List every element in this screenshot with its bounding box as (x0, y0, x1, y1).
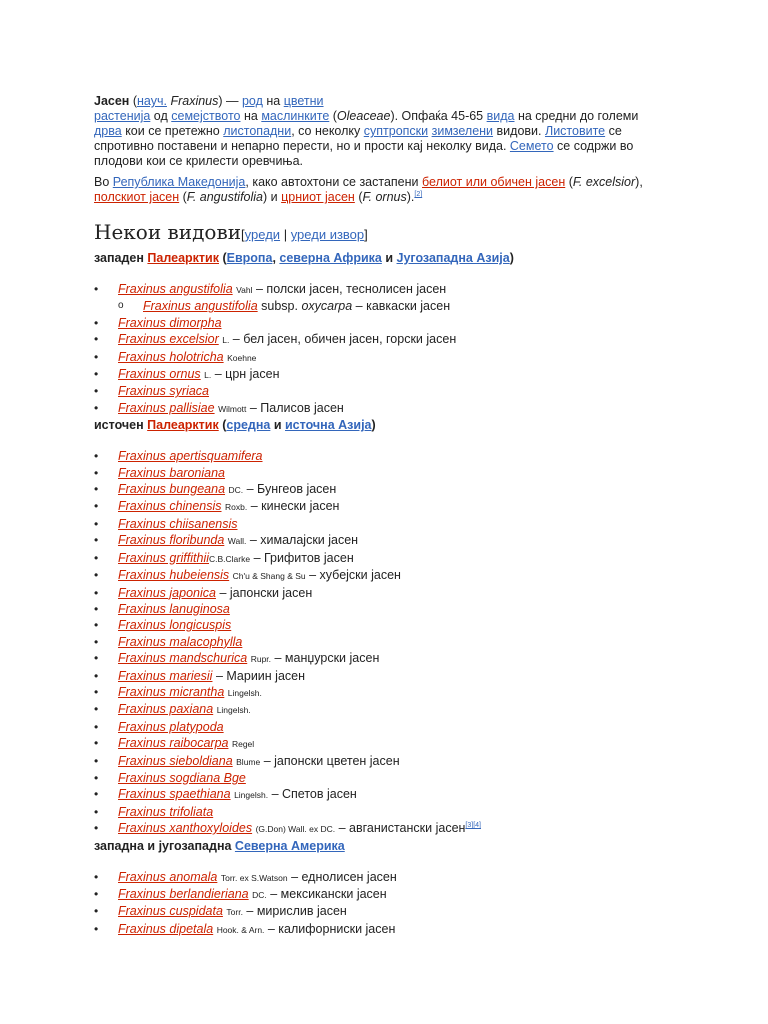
region-link[interactable]: источна Азија (285, 418, 372, 433)
species-link[interactable]: Fraxinus pallisiae (118, 400, 215, 415)
species-item (94, 349, 654, 366)
species-authority: Lingelsh. (227, 687, 262, 698)
region-link[interactable]: Југозападна Азија (396, 251, 510, 265)
species-item: • Fraxinus berlandieriana DC. – мексикански јасен (94, 886, 654, 903)
species-link[interactable]: Fraxinus angustifolia (143, 299, 258, 314)
species-item: • Fraxinus xanthoxyloides (G.Don) Wall. ex DC. – авганистански јасен[3][4] (94, 820, 654, 837)
region-link[interactable]: северна Африка (279, 251, 382, 265)
species-link[interactable]: Fraxinus griffithii (118, 550, 209, 565)
species-link[interactable]: Fraxinus lanuginosa (118, 601, 230, 616)
species-item (94, 684, 654, 701)
macedonia-paragraph: Во Република Македонија, како автохтони се застапени белиот или обичен јасен (F. excelsior), полскиот јасен (F. angustifolia) и црниот јасен (F. ornus).[2] (94, 175, 643, 204)
species-item (94, 448, 654, 464)
link-listovite[interactable]: Листовите (544, 124, 606, 138)
link-semejstvo[interactable]: семејството (171, 109, 241, 123)
region-heading: западна и југозападна Северна Америка (94, 838, 345, 853)
species-item (94, 617, 654, 633)
species-item (94, 634, 654, 650)
species-link[interactable]: Fraxinus bungeana (118, 482, 226, 497)
species-item: • Fraxinus mariesii – Мариин јасен (94, 668, 654, 684)
species-link[interactable]: Fraxinus spaethiana (118, 787, 231, 802)
species-item (94, 804, 654, 820)
link-suptropski[interactable]: суптропски (363, 124, 429, 138)
species-authority: DC. (252, 890, 267, 900)
region-heading: западен Палеарктик (Европа, северна Африка и Југозападна Азија) (94, 251, 514, 265)
region-link[interactable]: Северна Америка (234, 838, 345, 853)
species-item (94, 770, 654, 786)
species-link[interactable]: Fraxinus malacophylla (118, 634, 243, 649)
species-link[interactable]: Fraxinus paxiana (118, 702, 214, 717)
link-rod[interactable]: род (241, 94, 263, 108)
species-link[interactable]: Fraxinus sogdiana Bge (118, 770, 246, 785)
species-authority: (G.Don) Wall. ex DC. (255, 824, 336, 835)
species-item: • Fraxinus dipetala Hook. & Arn. – калифорниски јасен (94, 921, 654, 938)
ref-2[interactable]: [2] (414, 190, 423, 198)
species-item (94, 383, 654, 399)
region-link-main[interactable]: Палеарктик (147, 418, 219, 433)
article-body (94, 94, 654, 938)
link-listopadni[interactable]: листопадни (223, 124, 292, 138)
species-authority: Vahl (236, 285, 253, 295)
link-crniot[interactable]: црниот јасен (281, 190, 355, 204)
species-ref[interactable]: [3][4] (465, 822, 481, 830)
region-heading: источен Палеарктик (средна и источна Азија) (94, 418, 376, 433)
species-authority: Rupr. (250, 654, 272, 665)
species-authority: Roxb. (225, 502, 248, 513)
link-cvetni[interactable]: цветни (283, 94, 324, 108)
species-link[interactable]: Fraxinus hubeiensis (118, 568, 230, 583)
subspecies-name: oxycarpa (301, 299, 353, 314)
species-item: • Fraxinus bungeana DC. – Бунгеов јасен (94, 481, 654, 498)
species-item: • Fraxinus griffithiiC.B.Clarke – Грифитов јасен (94, 550, 654, 567)
species-link[interactable]: Fraxinus longicuspis (118, 618, 232, 633)
species-link[interactable]: Fraxinus excelsior (118, 332, 219, 347)
species-item (94, 719, 654, 735)
species-link[interactable]: Fraxinus angustifolia (118, 282, 233, 296)
intro-paragraph: Јасен (науч. Fraxinus) — род на цветни растенија од семејството на маслинките (Oleaceae). Опфаќа 45-65 вида на средни до големи дрва кои се претежно листопадни, со неколку суптропски зимзелени видови. Листовите се спротивно поставени и непарно перести, но и прости кај неколку вида. Семето се содржи во плодови кои се крилести оревчиња. (94, 94, 639, 168)
species-list (94, 281, 654, 417)
species-link[interactable]: Fraxinus chiisanensis (118, 516, 238, 531)
species-authority: L. (204, 370, 212, 381)
species-authority: Wilmott (218, 403, 247, 414)
species-item: • Fraxinus hubeiensis Ch'u & Shang & Su – хубејски јасен (94, 567, 654, 584)
section-heading: Некои видови[уреди | уреди извор] (94, 220, 368, 244)
edit-source-link[interactable]: уреди извор (290, 227, 365, 242)
species-authority: Koehne (227, 352, 257, 363)
species-link[interactable]: Fraxinus xanthoxyloides (118, 821, 253, 836)
link-abbr[interactable]: науч. (137, 94, 167, 108)
species-authority: Blume (236, 756, 261, 767)
species-item (94, 701, 654, 718)
species-item: • Fraxinus chinensis Roxb. – кинески јасен (94, 498, 654, 515)
species-link[interactable]: Fraxinus syriaca (118, 384, 209, 399)
region-link[interactable]: средна (226, 418, 271, 433)
species-link[interactable]: Fraxinus baroniana (118, 465, 226, 480)
species-link[interactable]: Fraxinus dipetala (118, 921, 214, 936)
species-list (94, 448, 654, 837)
species-item: • Fraxinus ornus L. – црн јасен (94, 366, 654, 383)
species-item: • Fraxinus cuspidata Torr. – мирислив јасен (94, 903, 654, 920)
species-link[interactable]: Fraxinus anomala (118, 869, 218, 884)
link-polskiot[interactable]: полскиот јасен (94, 190, 180, 204)
region-link-main[interactable]: Палеарктик (147, 251, 219, 265)
species-item: • Fraxinus mandschurica Rupr. – манџурски јасен (94, 650, 654, 667)
link-semeto[interactable]: Семето (509, 139, 554, 153)
link-zimzeleni[interactable]: зимзелени (431, 124, 494, 138)
species-link[interactable]: Fraxinus holotricha (118, 349, 224, 364)
species-regions (94, 250, 654, 938)
link-drva[interactable]: дрва (94, 124, 122, 138)
species-link[interactable]: Fraxinus dimorpha (118, 315, 222, 330)
species-item (94, 516, 654, 532)
species-item: • Fraxinus floribunda Wall. – хималајски јасен (94, 532, 654, 549)
species-item: • Fraxinus angustifolia Vahl – полски јасен, теснолисен јасен (94, 281, 654, 298)
link-vida[interactable]: вида (486, 109, 515, 123)
species-link[interactable]: Fraxinus micrantha (118, 684, 225, 699)
species-link[interactable]: Fraxinus mandschurica (118, 651, 248, 666)
species-item (94, 735, 654, 752)
species-authority: DC. (228, 485, 244, 496)
species-authority: Hook. & Arn. (216, 924, 265, 935)
species-authority: L. (222, 335, 230, 346)
link-beliot[interactable]: белиот или обичен јасен (422, 175, 566, 189)
species-item: o Fraxinus angustifolia subsp. oxycarpa – кавкаски јасен (94, 298, 654, 314)
species-item: • Fraxinus spaethiana Lingelsh. – Спетов јасен (94, 786, 654, 803)
species-authority: Regel (231, 739, 255, 750)
species-link[interactable]: Fraxinus floribunda (118, 533, 225, 548)
species-link[interactable]: Fraxinus sieboldiana (118, 753, 233, 768)
species-link[interactable]: Fraxinus apertisquamifera (118, 449, 263, 464)
link-rastenija[interactable]: растенија (94, 109, 151, 123)
species-item: • Fraxinus sieboldiana Blume – јапонски цветен јасен (94, 753, 654, 770)
species-link[interactable]: Fraxinus japonica (118, 585, 216, 600)
species-item: • Fraxinus excelsior L. – бел јасен, обичен јасен, горски јасен (94, 331, 654, 348)
edit-links: [уреди | уреди извор] (241, 227, 368, 242)
intro-term: Јасен (94, 94, 130, 108)
species-item (94, 601, 654, 617)
species-item: • Fraxinus pallisiae Wilmott – Палисов јасен (94, 400, 654, 417)
species-item (94, 465, 654, 481)
species-authority: Torr. (226, 907, 243, 918)
species-authority: Wall. (227, 536, 247, 547)
species-authority: Lingelsh. (234, 790, 269, 801)
species-authority: C.B.Clarke (209, 553, 251, 564)
species-link[interactable]: Fraxinus platypoda (118, 719, 224, 734)
species-link[interactable]: Fraxinus chinensis (118, 499, 222, 514)
species-list (94, 869, 654, 939)
link-republika[interactable]: Република Македонија (112, 175, 246, 189)
species-item (94, 315, 654, 331)
species-item: • Fraxinus anomala Torr. ex S.Watson – еднолисен јасен (94, 869, 654, 886)
species-authority: Torr. ex S.Watson (220, 872, 288, 883)
species-link[interactable]: Fraxinus berlandieriana (118, 887, 249, 901)
edit-link[interactable]: уреди (244, 227, 281, 242)
species-link[interactable]: Fraxinus ornus (118, 367, 201, 382)
species-link[interactable]: Fraxinus cuspidata (118, 904, 223, 919)
species-link[interactable]: Fraxinus raibocarpa (118, 736, 229, 751)
region-link[interactable]: Европа (226, 251, 273, 265)
species-link[interactable]: Fraxinus mariesii (118, 668, 213, 683)
species-item: • Fraxinus japonica – јапонски јасен (94, 585, 654, 601)
species-authority: Lingelsh. (216, 705, 251, 716)
species-authority: Ch'u & Shang & Su (232, 571, 306, 582)
species-link[interactable]: Fraxinus trifoliata (118, 804, 214, 819)
link-maslinki[interactable]: маслинките (261, 109, 330, 123)
